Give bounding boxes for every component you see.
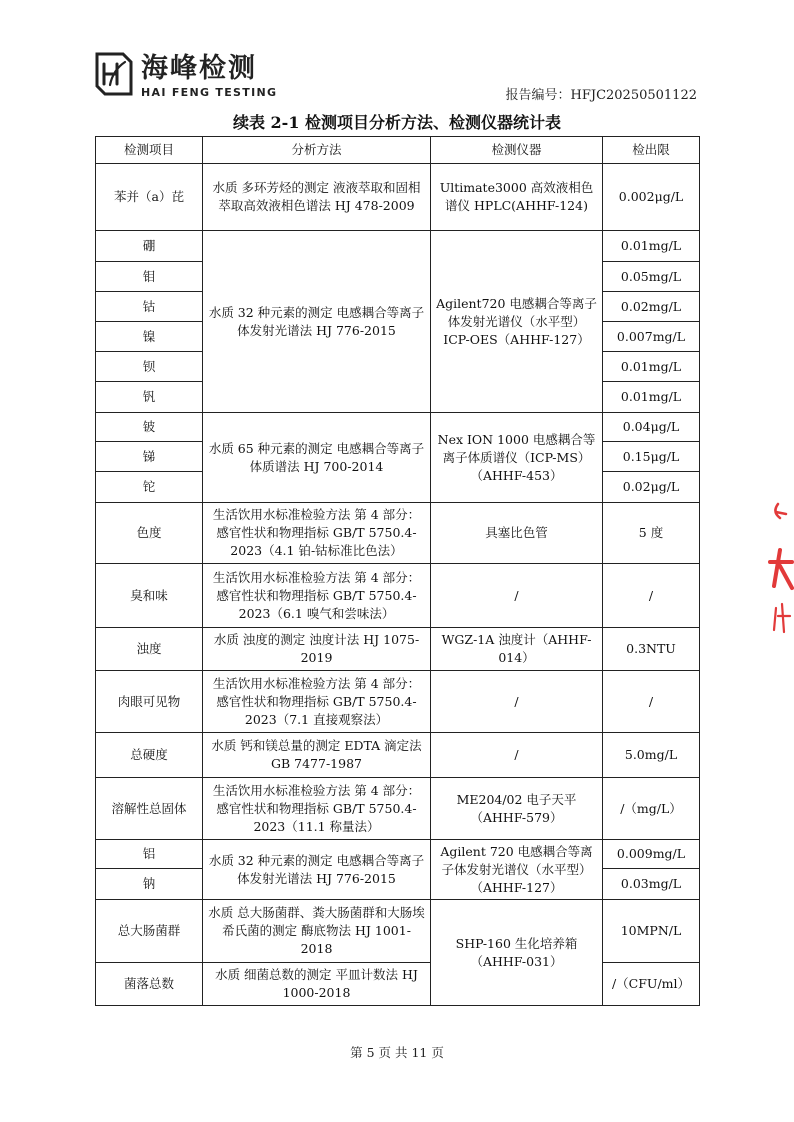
cell-method: 水质 65 种元素的测定 电感耦合等离子体质谱法 HJ 700-2014 xyxy=(203,413,431,503)
stamp-stroke xyxy=(770,550,792,588)
cell-item: 锑 xyxy=(96,442,203,472)
cell-instrument: WGZ-1A 浊度计（AHHF-014） xyxy=(431,628,603,671)
cell-item: 钒 xyxy=(96,382,203,413)
table-title: 续表 2-1 检测项目分析方法、检测仪器统计表 xyxy=(232,113,562,132)
cell-limit: 0.009mg/L xyxy=(603,840,700,869)
cell-method: 水质 多环芳烃的测定 液液萃取和固相萃取高效液相色谱法 HJ 478-2009 xyxy=(203,164,431,231)
cell-item: 菌落总数 xyxy=(96,963,203,1006)
cell-limit: 0.02μg/L xyxy=(603,472,700,503)
cell-instrument: / xyxy=(431,564,603,628)
cell-limit: 0.3NTU xyxy=(603,628,700,671)
table-row xyxy=(96,503,700,564)
cell-instrument: Ultimate3000 高效液相色谱仪 HPLC(AHHF-124) xyxy=(431,164,603,231)
page-number: 第 5 页 共 11 页 xyxy=(350,1045,444,1060)
cell-item: 色度 xyxy=(96,503,203,564)
cell-method: 水质 细菌总数的测定 平皿计数法 HJ 1000-2018 xyxy=(203,963,431,1006)
cell-instrument: 具塞比色管 xyxy=(431,503,603,564)
cell-limit: 10MPN/L xyxy=(603,900,700,963)
cell-item: 肉眼可见物 xyxy=(96,671,203,733)
cell-item: 钴 xyxy=(96,292,203,322)
cell-instrument: SHP-160 生化培养箱（AHHF-031） xyxy=(431,900,603,1006)
cell-limit: / xyxy=(603,671,700,733)
table-row xyxy=(96,900,700,963)
cell-item: 总大肠菌群 xyxy=(96,900,203,963)
cell-item: 钡 xyxy=(96,352,203,382)
cell-item: 浊度 xyxy=(96,628,203,671)
cell-instrument: / xyxy=(431,733,603,778)
cell-instrument: Agilent 720 电感耦合等离子体发射光谱仪（水平型）（AHHF-127） xyxy=(431,840,603,900)
cell-limit: 0.05mg/L xyxy=(603,262,700,292)
cell-method: 水质 32 种元素的测定 电感耦合等离子体发射光谱法 HJ 776-2015 xyxy=(203,840,431,900)
seal-stamp-icon xyxy=(758,490,794,650)
cell-method: 水质 32 种元素的测定 电感耦合等离子体发射光谱法 HJ 776-2015 xyxy=(203,231,431,413)
company-name-en: HAI FENG TESTING xyxy=(141,86,278,99)
table-row xyxy=(96,164,700,231)
table-row xyxy=(96,778,700,840)
cell-item: 铊 xyxy=(96,472,203,503)
cell-limit: 0.15μg/L xyxy=(603,442,700,472)
header-limit: 检出限 xyxy=(603,137,700,164)
cell-limit: 5 度 xyxy=(603,503,700,564)
cell-limit: 0.002μg/L xyxy=(603,164,700,231)
cell-method: 水质 浊度的测定 浊度计法 HJ 1075-2019 xyxy=(203,628,431,671)
cell-method: 生活饮用水标准检验方法 第 4 部分：感官性状和物理指标 GB/T 5750.4-2023（11.1 称量法） xyxy=(203,778,431,840)
cell-item: 钼 xyxy=(96,262,203,292)
table-row xyxy=(96,564,700,628)
cell-method: 生活饮用水标准检验方法 第 4 部分：感官性状和物理指标 GB/T 5750.4-2023（4.1 铂-钴标准比色法） xyxy=(203,503,431,564)
cell-limit: 5.0mg/L xyxy=(603,733,700,778)
table-row xyxy=(96,628,700,671)
cell-method: 生活饮用水标准检验方法 第 4 部分：感官性状和物理指标 GB/T 5750.4-2023（6.1 嗅气和尝味法） xyxy=(203,564,431,628)
cell-item: 硼 xyxy=(96,231,203,262)
cell-item: 铝 xyxy=(96,840,203,869)
stamp-stroke xyxy=(774,604,790,632)
company-logo xyxy=(93,52,293,102)
hf-logo-icon xyxy=(93,52,133,96)
table-header-row xyxy=(96,137,700,164)
cell-limit: 0.01mg/L xyxy=(603,352,700,382)
cell-instrument: Nex ION 1000 电感耦合等离子体质谱仪（ICP-MS）（AHHF-453） xyxy=(431,413,603,503)
cell-item: 钠 xyxy=(96,869,203,900)
cell-method: 水质 总大肠菌群、粪大肠菌群和大肠埃希氏菌的测定 酶底物法 HJ 1001-2018 xyxy=(203,900,431,963)
cell-item: 总硬度 xyxy=(96,733,203,778)
table-row xyxy=(96,231,700,262)
table-row xyxy=(96,963,700,1006)
cell-limit: 0.01mg/L xyxy=(603,231,700,262)
method-instrument-table xyxy=(95,136,700,1006)
cell-method: 水质 钙和镁总量的测定 EDTA 滴定法 GB 7477-1987 xyxy=(203,733,431,778)
cell-item: 苯并（a）芘 xyxy=(96,164,203,231)
company-name-cn: 海峰检测 xyxy=(141,53,257,84)
cell-limit: 0.04μg/L xyxy=(603,413,700,442)
header-instrument: 检测仪器 xyxy=(431,137,603,164)
table-row xyxy=(96,840,700,869)
cell-limit: /（mg/L） xyxy=(603,778,700,840)
cell-limit: 0.03mg/L xyxy=(603,869,700,900)
cell-limit: /（CFU/ml） xyxy=(603,963,700,1006)
table-row xyxy=(96,413,700,442)
cell-limit: 0.02mg/L xyxy=(603,292,700,322)
cell-limit: 0.01mg/L xyxy=(603,382,700,413)
header-method: 分析方法 xyxy=(203,137,431,164)
cell-instrument: Agilent720 电感耦合等离子体发射光谱仪（水平型）ICP-OES（AHHF-127） xyxy=(431,231,603,413)
report-number: 报告编号：HFJC20250501122 xyxy=(505,88,697,103)
cell-item: 铍 xyxy=(96,413,203,442)
table-row xyxy=(96,671,700,733)
stamp-stroke xyxy=(775,504,786,518)
cell-instrument: ME204/02 电子天平（AHHF-579） xyxy=(431,778,603,840)
cell-limit: / xyxy=(603,564,700,628)
cell-limit: 0.007mg/L xyxy=(603,322,700,352)
cell-item: 镍 xyxy=(96,322,203,352)
table-row xyxy=(96,733,700,778)
cell-method: 生活饮用水标准检验方法 第 4 部分：感官性状和物理指标 GB/T 5750.4-2023（7.1 直接观察法） xyxy=(203,671,431,733)
header-item: 检测项目 xyxy=(96,137,203,164)
cell-item: 溶解性总固体 xyxy=(96,778,203,840)
cell-item: 臭和味 xyxy=(96,564,203,628)
cell-instrument: / xyxy=(431,671,603,733)
